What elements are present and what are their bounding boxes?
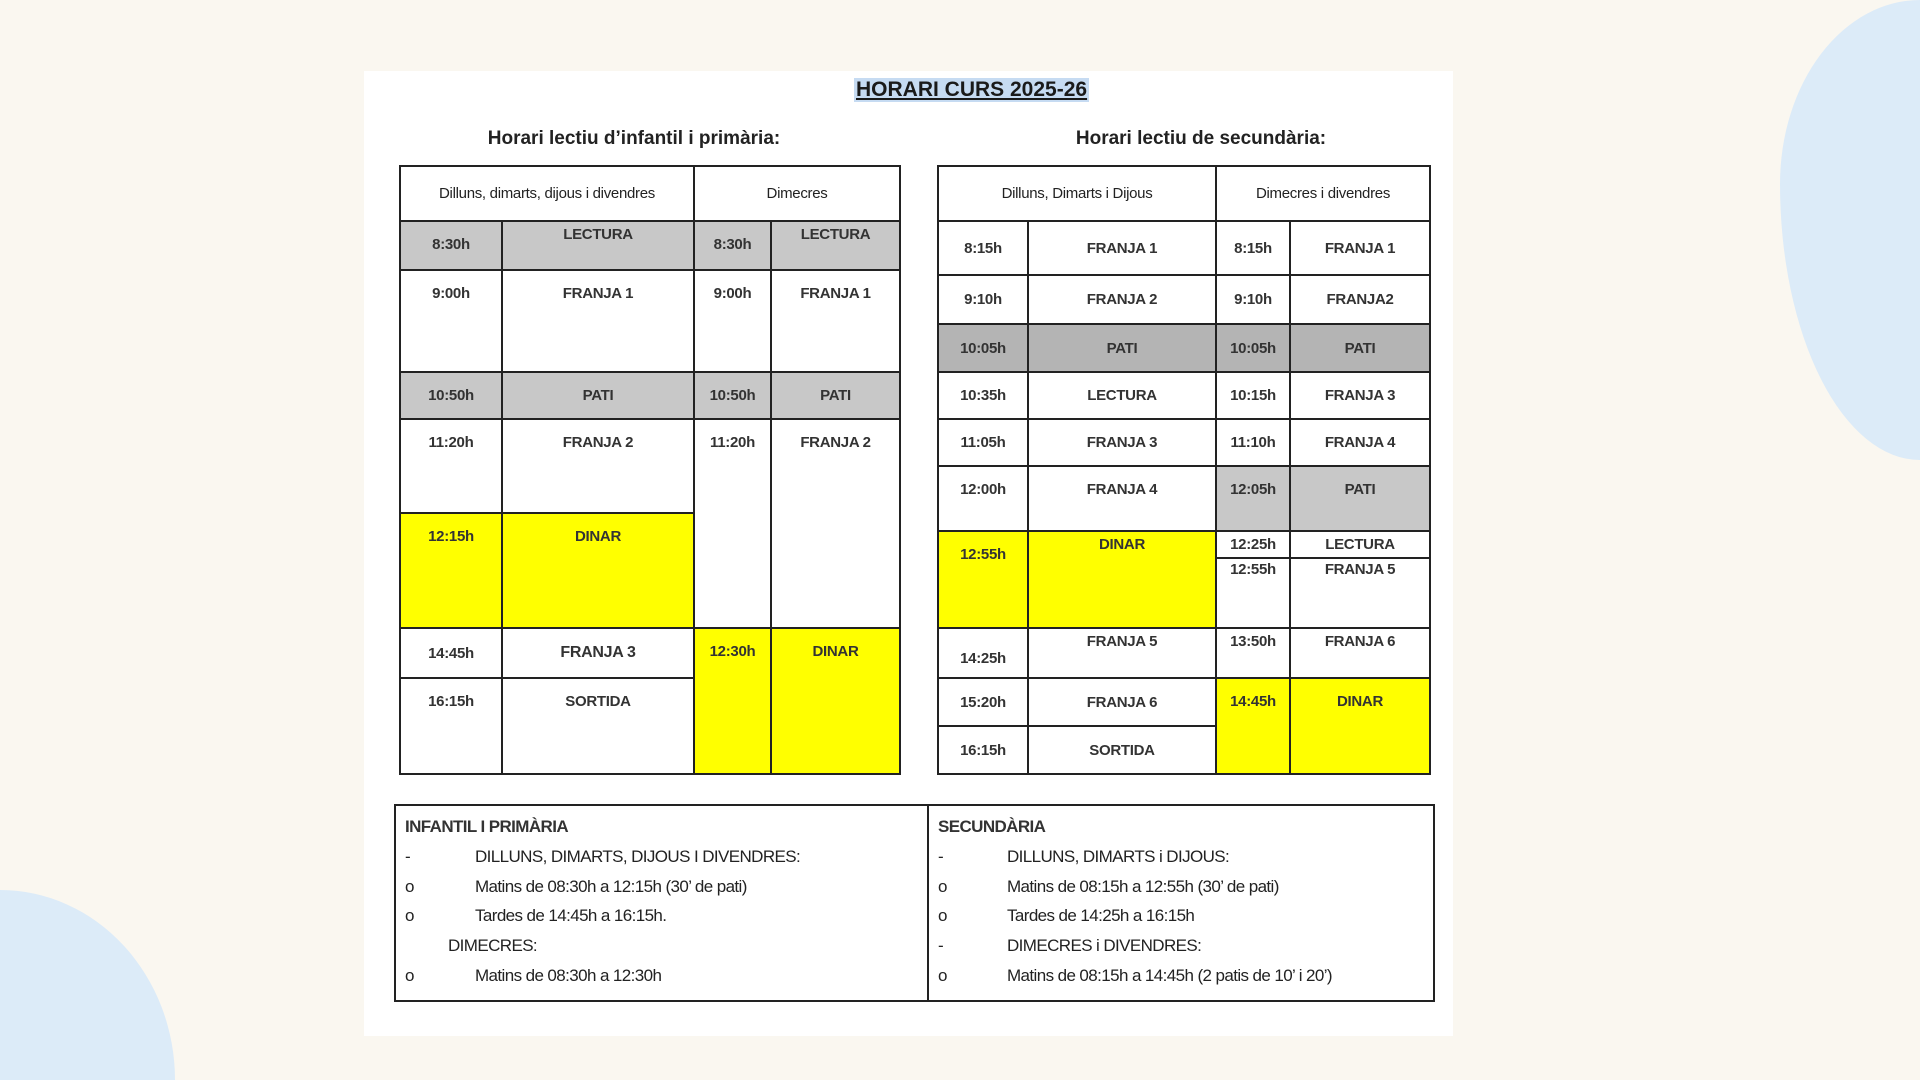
time-cell: 8:30h	[400, 221, 502, 270]
slot-cell: PATI	[502, 372, 694, 419]
time-cell: 10:05h	[938, 324, 1028, 372]
bullet: o	[405, 877, 414, 896]
slot-cell: DINAR	[1290, 678, 1430, 774]
time-cell: 12:55h	[1216, 558, 1290, 628]
time-cell: 15:20h	[938, 678, 1028, 726]
slot-cell: FRANJA 4	[1290, 419, 1430, 466]
slot-cell: FRANJA 1	[1290, 221, 1430, 275]
slot-cell: PATI	[1028, 324, 1216, 372]
slot-cell: DINAR	[1028, 531, 1216, 628]
summary-line: Matins de 08:15h a 14:45h (2 patis de 10’ i 20’)	[1007, 966, 1332, 985]
time-cell: 13:50h	[1216, 628, 1290, 678]
slot-cell: LECTURA	[1028, 372, 1216, 419]
time-cell: 16:15h	[938, 726, 1028, 774]
slot-cell: FRANJA 1	[771, 270, 900, 372]
slot-cell: DINAR	[771, 628, 900, 774]
slot-cell: SORTIDA	[1028, 726, 1216, 774]
time-cell: 10:50h	[694, 372, 771, 419]
summary-line: Matins de 08:30h a 12:30h	[475, 966, 662, 985]
primary-schedule-table	[399, 165, 901, 775]
primary-subtitle: Horari lectiu d’infantil i primària:	[487, 128, 781, 149]
slot-cell: FRANJA 6	[1290, 628, 1430, 678]
slot-cell: LECTURA	[1290, 531, 1430, 558]
slot-cell: PATI	[1290, 324, 1430, 372]
bullet: o	[938, 906, 947, 925]
time-cell: 9:00h	[400, 270, 502, 372]
summary-heading-primary: INFANTIL I PRIMÀRIA	[405, 817, 569, 836]
time-cell: 11:20h	[400, 419, 502, 513]
slot-cell: LECTURA	[771, 221, 900, 270]
slot-cell: FRANJA 3	[1028, 419, 1216, 466]
bullet: o	[938, 966, 947, 985]
slot-cell: FRANJA 6	[1028, 678, 1216, 726]
slot-cell: FRANJA 2	[771, 419, 900, 628]
time-cell: 11:05h	[938, 419, 1028, 466]
secondary-schedule-table	[937, 165, 1431, 775]
slot-cell: FRANJA 2	[1028, 275, 1216, 324]
summary-divider	[927, 806, 929, 1000]
slot-cell: FRANJA 4	[1028, 466, 1216, 531]
slot-cell: FRANJA 2	[502, 419, 694, 513]
summary-line: DIMECRES i DIVENDRES:	[1007, 936, 1202, 955]
time-cell: 16:15h	[400, 678, 502, 774]
slot-cell: FRANJA 3	[1290, 372, 1430, 419]
header-wednesday: Dimecres	[694, 166, 900, 221]
page-title: HORARI CURS 2025-26	[856, 78, 1088, 101]
time-cell: 9:10h	[1216, 275, 1290, 324]
slot-cell: FRANJA2	[1290, 275, 1430, 324]
bullet: -	[938, 847, 944, 866]
header-mon-tue-thu: Dilluns, Dimarts i Dijous	[938, 166, 1216, 221]
time-cell: 10:05h	[1216, 324, 1290, 372]
time-cell: 8:15h	[938, 221, 1028, 275]
time-cell: 8:15h	[1216, 221, 1290, 275]
slot-cell: FRANJA 1	[1028, 221, 1216, 275]
time-cell: 10:50h	[400, 372, 502, 419]
time-cell: 10:35h	[938, 372, 1028, 419]
bullet: -	[405, 847, 411, 866]
time-cell: 11:20h	[694, 419, 771, 628]
slot-cell: LECTURA	[502, 221, 694, 270]
time-cell: 14:45h	[400, 628, 502, 678]
time-cell: 12:30h	[694, 628, 771, 774]
summary-line: DILLUNS, DIMARTS i DIJOUS:	[1007, 847, 1230, 866]
summary-line: Tardes de 14:25h a 16:15h	[1007, 906, 1195, 925]
summary-line: Matins de 08:15h a 12:55h (30’ de pati)	[1007, 877, 1279, 896]
slot-cell: PATI	[771, 372, 900, 419]
slot-cell: SORTIDA	[502, 678, 694, 774]
bullet: -	[938, 936, 944, 955]
slot-cell: DINAR	[502, 513, 694, 628]
slot-cell: PATI	[1290, 466, 1430, 531]
bullet: o	[405, 966, 414, 985]
time-cell: 14:45h	[1216, 678, 1290, 774]
summary-heading-secondary: SECUNDÀRIA	[938, 817, 1046, 836]
bullet: o	[938, 877, 947, 896]
time-cell: 11:10h	[1216, 419, 1290, 466]
time-cell: 9:10h	[938, 275, 1028, 324]
time-cell: 10:15h	[1216, 372, 1290, 419]
header-wed-fri: Dimecres i divendres	[1216, 166, 1430, 221]
bullet: o	[405, 906, 414, 925]
time-cell: 12:00h	[938, 466, 1028, 531]
slot-cell: FRANJA 5	[1290, 558, 1430, 628]
slot-cell: FRANJA 1	[502, 270, 694, 372]
decorative-blob	[0, 890, 175, 1080]
time-cell: 14:25h	[938, 628, 1028, 678]
slot-cell: FRANJA 3	[502, 628, 694, 678]
summary-line: DIMECRES:	[448, 936, 538, 955]
time-cell: 12:25h	[1216, 531, 1290, 558]
time-cell: 8:30h	[694, 221, 771, 270]
time-cell: 12:05h	[1216, 466, 1290, 531]
decorative-blob	[1780, 0, 1920, 460]
time-cell: 12:15h	[400, 513, 502, 628]
summary-line: DILLUNS, DIMARTS, DIJOUS I DIVENDRES:	[475, 847, 801, 866]
time-cell: 9:00h	[694, 270, 771, 372]
secondary-subtitle: Horari lectiu de secundària:	[1075, 128, 1327, 149]
summary-line: Matins de 08:30h a 12:15h (30’ de pati)	[475, 877, 747, 896]
header-mon-tue-thu-fri: Dilluns, dimarts, dijous i divendres	[400, 166, 694, 221]
summary-line: Tardes de 14:45h a 16:15h.	[475, 906, 667, 925]
time-cell: 12:55h	[938, 531, 1028, 628]
slot-cell: FRANJA 5	[1028, 628, 1216, 678]
